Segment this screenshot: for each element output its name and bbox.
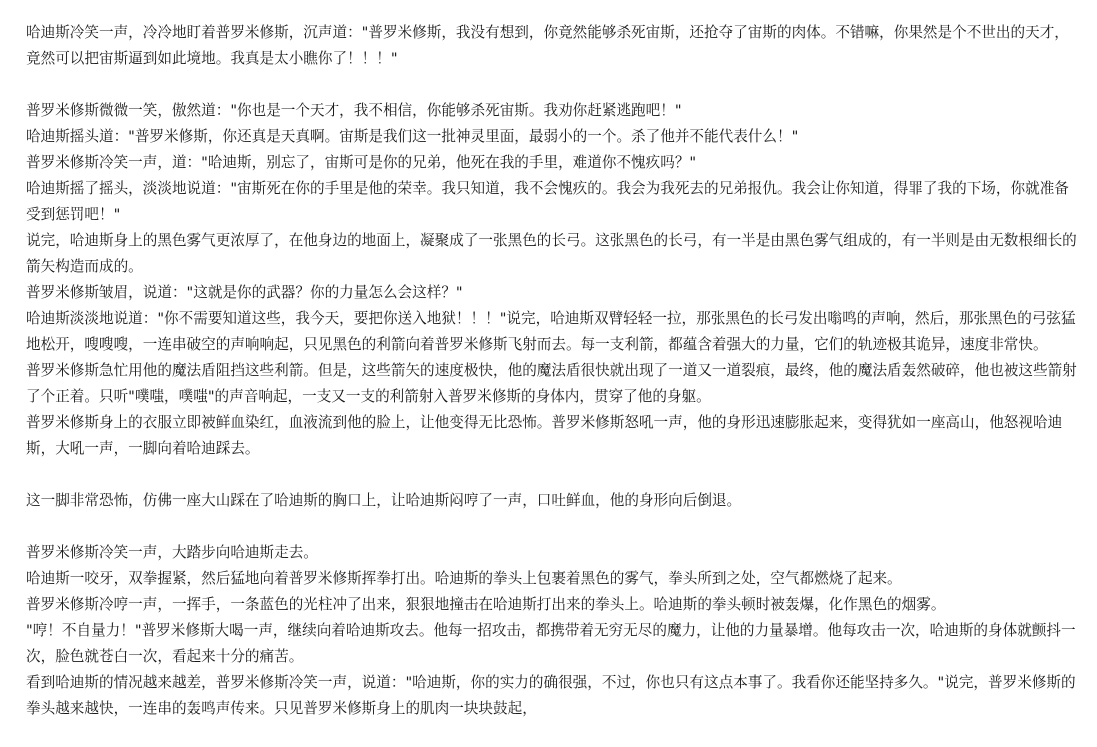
paragraph-5: 哈迪斯摇了摇头，淡淡地说道："宙斯死在你的手里是他的荣幸。我只知道，我不会愧疚的。我会为我死去的兄弟报仇。我会让你知道，得罪了我的下场，你就准备受到惩罚吧！" (26, 180, 1069, 223)
paragraph-13: 哈迪斯一咬牙，双拳握紧，然后猛地向着普罗米修斯挥拳打出。哈迪斯的拳头上包裹着黑色的雾气，拳头所到之处，空气都燃烧了起来。 (26, 570, 902, 587)
paragraph-8: 哈迪斯淡淡地说道："你不需要知道这些，我今天，要把你送入地狱！！！"说完，哈迪斯双臂轻轻一拉，那张黑色的长弓发出嗡鸣的声响，然后，那张黑色的弓弦猛地松开，嗖嗖嗖，一连串破空的声响响起，只见黑色的利箭向着普罗米修斯飞射而去。每一支利箭，都蕴含着强大的力量，它们的轨迹极其诡异，速度非常快。 (26, 310, 1076, 353)
paragraph-4: 普罗米修斯冷笑一声，道："哈迪斯，别忘了，宙斯可是你的兄弟，他死在我的手里，难道你不愧疚吗？" (26, 154, 697, 171)
paragraph-11: 这一脚非常恐怖，仿佛一座大山踩在了哈迪斯的胸口上，让哈迪斯闷哼了一声，口吐鲜血，他的身形向后倒退。 (26, 492, 742, 509)
paragraph-3: 哈迪斯摇头道："普罗米修斯，你还真是天真啊。宙斯是我们这一批神灵里面，最弱小的一个。杀了他并不能代表什么！" (26, 128, 799, 145)
paragraph-gap (26, 462, 1077, 488)
paragraph-15: "哼！不自量力！"普罗米修斯大喝一声，继续向着哈迪斯攻去。他每一招攻击，都携带着无穷无尽的魔力，让他的力量暴增。他每攻击一次，哈迪斯的身体就颤抖一次，脸色就苍白一次，看起来十分的痛苦。 (26, 622, 1076, 665)
paragraph-16: 看到哈迪斯的情况越来越差，普罗米修斯冷笑一声，说道："哈迪斯，你的实力的确很强，不过，你也只有这点本事了。我看你还能坚持多久。"说完，普罗米修斯的拳头越来越快，一连串的轰鸣声传来。只见普罗米修斯身上的肌肉一块块鼓起， (26, 674, 1076, 717)
paragraph-gap (26, 72, 1077, 98)
paragraph-9: 普罗米修斯急忙用他的魔法盾阻挡这些利箭。但是，这些箭矢的速度极快，他的魔法盾很快就出现了一道又一道裂痕，最终，他的魔法盾轰然破碎，他也被这些箭射了个正着。只听"噗嗤，噗嗤"的声音响起，一支又一支的利箭射入普罗米修斯的身体内，贯穿了他的身躯。 (26, 362, 1077, 405)
paragraph-1: 哈迪斯冷笑一声，冷冷地盯着普罗米修斯，沉声道："普罗米修斯，我没有想到，你竟然能够杀死宙斯，还抢夺了宙斯的肉体。不错嘛，你果然是个不世出的天才，竟然可以把宙斯逼到如此境地。我真是太小瞧你了！！！" (26, 24, 1069, 67)
paragraph-2: 普罗米修斯微微一笑，傲然道："你也是一个天才，我不相信，你能够杀死宙斯。我劝你赶紧逃跑吧！" (26, 102, 682, 119)
paragraph-6: 说完，哈迪斯身上的黑色雾气更浓厚了，在他身边的地面上，凝聚成了一张黑色的长弓。这张黑色的长弓，有一半是由黑色雾气组成的，有一半则是由无数根细长的箭矢构造而成的。 (26, 232, 1077, 275)
paragraph-14: 普罗米修斯冷哼一声，一挥手，一条蓝色的光柱冲了出来，狠狠地撞击在哈迪斯打出来的拳头上。哈迪斯的拳头顿时被轰爆，化作黑色的烟雾。 (26, 596, 946, 613)
paragraph-gap (26, 514, 1077, 540)
paragraph-12: 普罗米修斯冷笑一声，大踏步向哈迪斯走去。 (26, 544, 318, 561)
paragraph-7: 普罗米修斯皱眉，说道："这就是你的武器？你的力量怎么会这样？" (26, 284, 463, 301)
paragraph-10: 普罗米修斯身上的衣服立即被鲜血染红，血液流到他的脸上，让他变得无比恐怖。普罗米修斯怒吼一声，他的身形迅速膨胀起来，变得犹如一座高山，他怒视哈迪斯，大吼一声，一脚向着哈迪踩去。 (26, 414, 1063, 457)
